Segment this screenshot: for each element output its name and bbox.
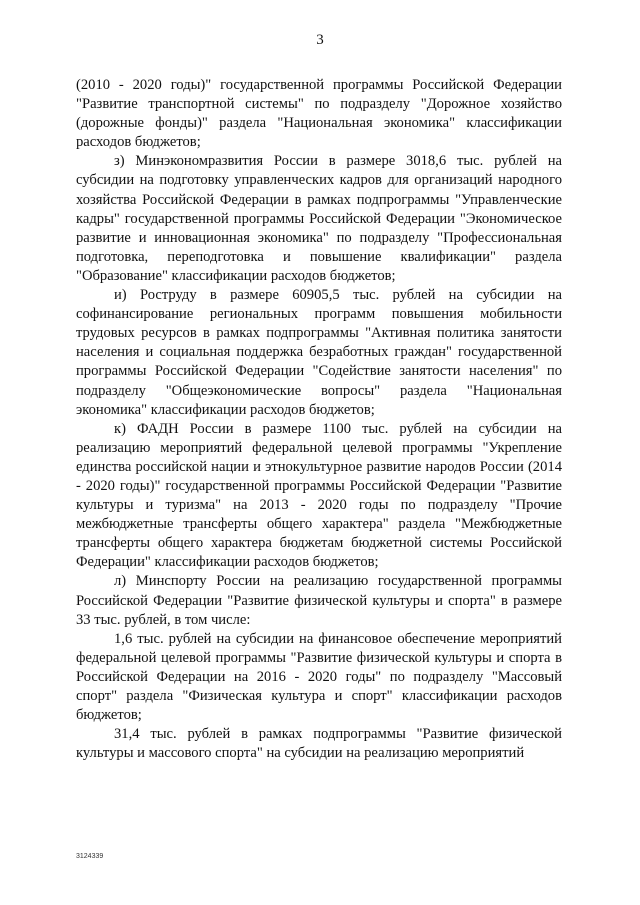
paragraph-item-k: к) ФАДН России в размере 1100 тыс. рублей на субсидии на реализацию мероприятий федеральной целевой программы "Укрепление единства российской нации и этнокультурное развитие народов России (2014 - 2020 годы)" государственной программы Российской Федерации "Развитие культуры и туризма" на 2013 - 2020 годы по подразделу "Прочие межбюджетные трансферты общего характера" раздела "Межбюджетные трансферты общего характера бюджетам бюджетной системы Российской Федерации" классификации расходов бюджетов;	[76, 420, 562, 571]
document-body	[76, 76, 562, 763]
paragraph-item-i: и) Роструду в размере 60905,5 тыс. рублей на субсидии на софинансирование региональных программ повышения мобильности трудовых ресурсов в рамках подпрограммы "Активная политика занятости населения и социальная поддержка безработных граждан" государственной программы Российской Федерации "Содействие занятости населения" по подразделу "Общеэкономические вопросы" раздела "Национальная экономика" классификации расходов бюджетов;	[76, 287, 562, 418]
paragraph-subitem-1: 1,6 тыс. рублей на субсидии на финансовое обеспечение мероприятий федеральной целевой программы "Развитие физической культуры и спорта в Российской Федерации на 2016 - 2020 годы" по подразделу "Массовый спорт" раздела "Физическая культура и спорт" классификации расходов бюджетов;	[76, 630, 562, 724]
document-code: 3124339	[76, 853, 104, 860]
paragraph-subitem-2: 31,4 тыс. рублей в рамках подпрограммы "Развитие физической культуры и массового спорта" на субсидии на реализацию мероприятий	[76, 726, 562, 762]
paragraph-item-l: л) Минспорту России на реализацию государственной программы Российской Федерации "Развитие физической культуры и спорта" в размере 33 тыс. рублей, в том числе:	[76, 573, 562, 628]
paragraph-continuation: (2010 - 2020 годы)" государственной программы Российской Федерации "Развитие транспортной системы" по подразделу "Дорожное хозяйство (дорожные фонды)" раздела "Национальная экономика" классификации расходов бюджетов;	[76, 77, 562, 151]
page-number: 3	[316, 32, 324, 48]
paragraph-item-z: з) Минэкономразвития России в размере 3018,6 тыс. рублей на субсидии на подготовку управленческих кадров для организаций народного хозяйства Российской Федерации в рамках подпрограммы "Управленческие кадры" государственной программы Российской Федерации "Экономическое развитие и инновационная экономика" по подразделу "Профессиональная подготовка, переподготовка и повышение квалификации" раздела "Образование" классификации расходов бюджетов;	[76, 153, 562, 284]
